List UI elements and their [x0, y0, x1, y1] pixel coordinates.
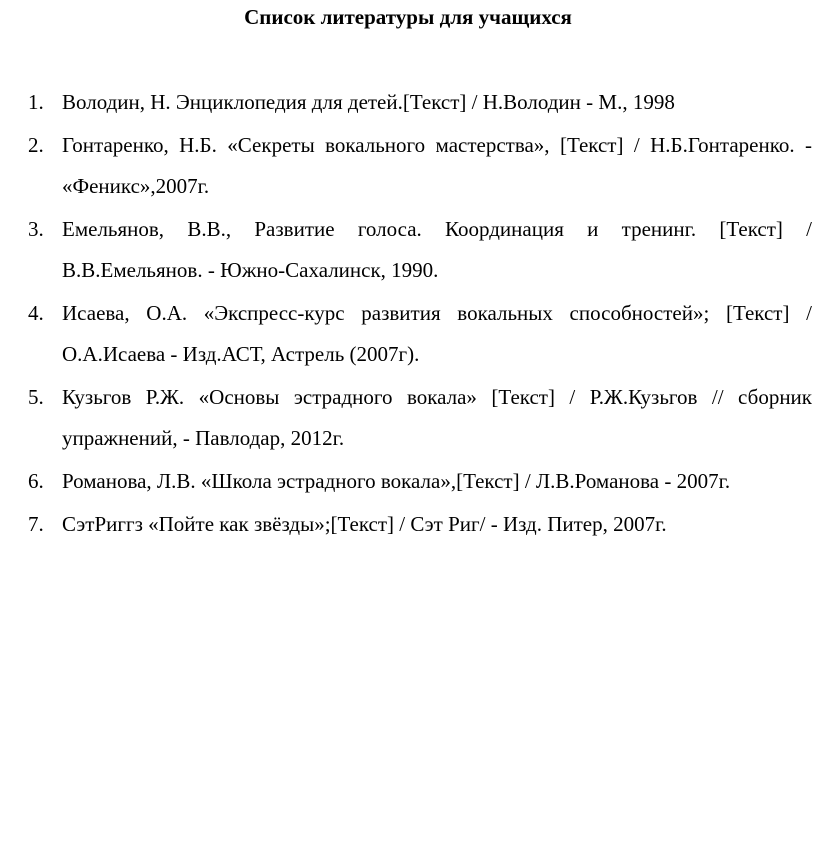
list-item	[0, 209, 812, 291]
item-text: Кузьгов Р.Ж. «Основы эстрадного вокала» [Текст] / Р.Ж.Кузьгов // сборник упражнений, - Павлодар, 2012г.	[62, 385, 812, 450]
bibliography-list	[0, 82, 812, 547]
list-item	[0, 504, 812, 545]
item-text: Володин, Н. Энциклопедия для детей.[Текст] / Н.Володин - М., 1998	[62, 90, 675, 114]
item-text: Гонтаренко, Н.Б. «Секреты вокального мастерства», [Текст] / Н.Б.Гонтаренко. - «Феникс»,2007г.	[62, 133, 812, 198]
item-number: 5.	[28, 385, 44, 409]
list-item	[0, 377, 812, 459]
item-number: 7.	[28, 512, 44, 536]
item-number: 2.	[28, 133, 44, 157]
item-number: 1.	[28, 90, 44, 114]
list-item	[0, 125, 812, 207]
item-text: СэтРиггз «Пойте как звёзды»;[Текст] / Сэт Риг/ - Изд. Питер, 2007г.	[62, 512, 667, 536]
item-number: 3.	[28, 217, 44, 241]
item-number: 4.	[28, 301, 44, 325]
item-text: Исаева, О.А. «Экспресс-курс развития вокальных способностей»; [Текст] / О.А.Исаева - Изд.АСТ, Астрель (2007г).	[62, 301, 812, 366]
page-title: Список литературы для учащихся	[244, 5, 572, 29]
list-item	[0, 82, 812, 123]
item-number: 6.	[28, 469, 44, 493]
list-item	[0, 461, 812, 502]
item-text: Емельянов, В.В., Развитие голоса. Координация и тренинг. [Текст] / В.В.Емельянов. - Южно-Сахалинск, 1990.	[62, 217, 812, 282]
item-text: Романова, Л.В. «Школа эстрадного вокала»,[Текст] / Л.В.Романова - 2007г.	[62, 469, 731, 493]
list-item	[0, 293, 812, 375]
